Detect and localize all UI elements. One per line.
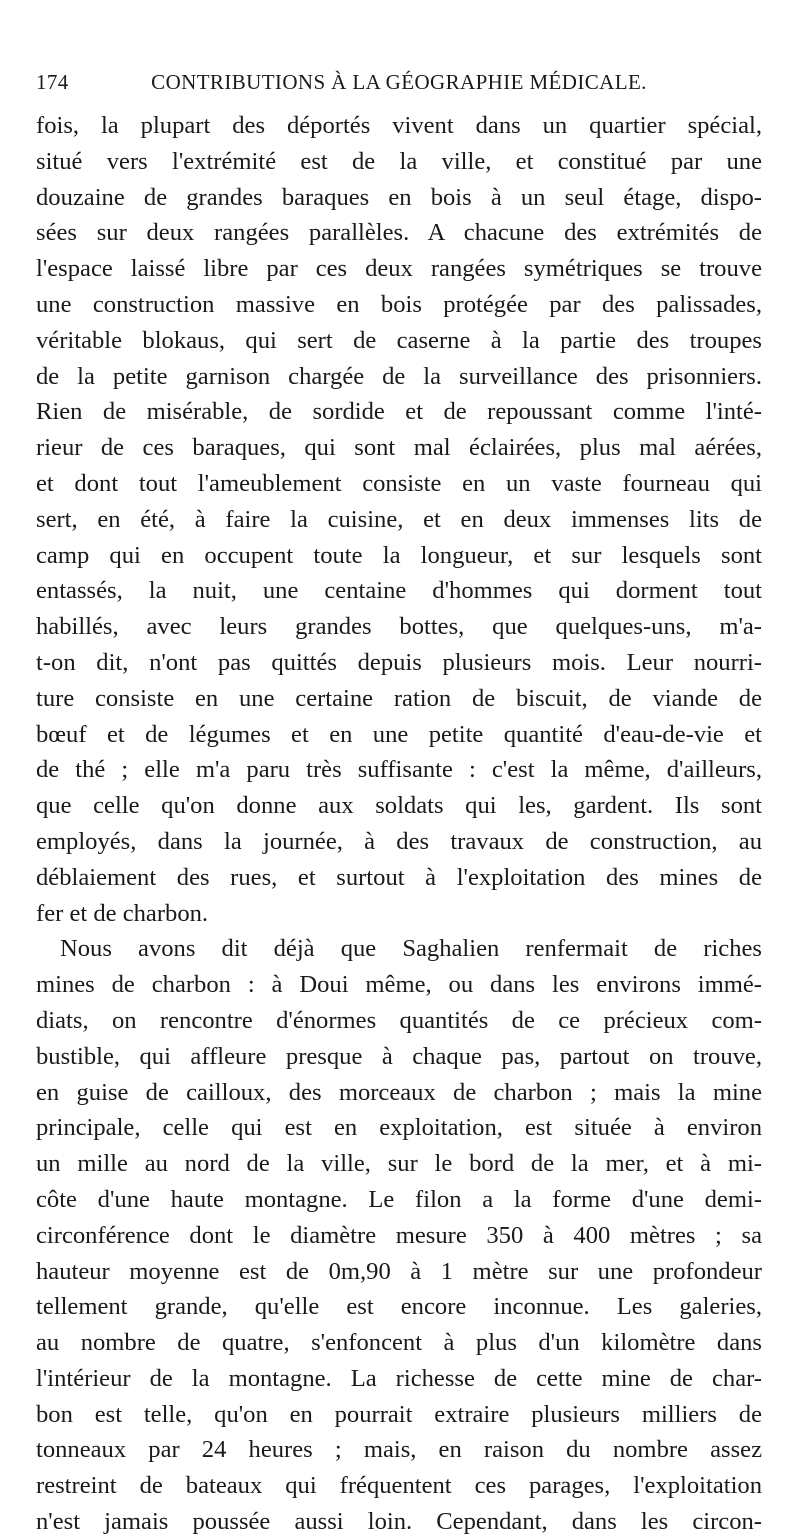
text-line: situé vers l'extrémité est de la ville, et constitué par une (36, 147, 762, 175)
text-line: Rien de misérable, de sordide et de repoussant comme l'inté- (36, 398, 762, 426)
text-line: habillés, avec leurs grandes bottes, que quelques-uns, m'a- (36, 613, 762, 641)
running-header (36, 70, 762, 104)
text-line: hauteur moyenne est de 0m,90 à 1 mètre sur une profondeur (36, 1257, 762, 1285)
text-line: et dont tout l'ameublement consiste en un vaste fourneau qui (36, 469, 762, 497)
page-number: 174 (36, 70, 69, 94)
text-line: côte d'une haute montagne. Le filon a la forme d'une demi- (36, 1185, 762, 1213)
running-title: CONTRIBUTIONS À LA GÉOGRAPHIE MÉDICALE. (151, 70, 647, 94)
paragraph-start-line: Nous avons dit déjà que Saghalien renfermait de riches (60, 935, 762, 963)
paragraph-end-line: fer et de charbon. (36, 899, 209, 927)
text-line: camp qui en occupent toute la longueur, et sur lesquels sont (36, 541, 762, 569)
text-line: diats, on rencontre d'énormes quantités de ce précieux com- (36, 1006, 762, 1034)
text-line: tonneaux par 24 heures ; mais, en raison du nombre assez (36, 1436, 762, 1464)
text-line: principale, celle qui est en exploitation, est située à environ (36, 1114, 762, 1142)
text-line: en guise de cailloux, des morceaux de charbon ; mais la mine (36, 1078, 762, 1106)
text-line: entassés, la nuit, une centaine d'hommes qui dorment tout (36, 577, 762, 605)
text-line: bon est telle, qu'on en pourrait extraire plusieurs milliers de (36, 1400, 762, 1428)
text-line: sert, en été, à faire la cuisine, et en deux immenses lits de (36, 505, 762, 533)
text-line: rieur de ces baraques, qui sont mal éclairées, plus mal aérées, (36, 434, 762, 462)
text-line: fois, la plupart des déportés vivent dans un quartier spécial, (36, 112, 762, 139)
text-line: bœuf et de légumes et en une petite quantité d'eau-de-vie et (36, 720, 762, 748)
text-line: de la petite garnison chargée de la surveillance des prisonniers. (36, 362, 762, 390)
text-line: t-on dit, n'ont pas quittés depuis plusieurs mois. Leur nourri- (36, 648, 762, 676)
text-line: que celle qu'on donne aux soldats qui les, gardent. Ils sont (36, 792, 762, 820)
text-line: sées sur deux rangées parallèles. A chacune des extrémités de (36, 219, 762, 247)
text-line: n'est jamais poussée aussi loin. Cependant, dans les circon- (36, 1508, 762, 1536)
text-line: tellement grande, qu'elle est encore inconnue. Les galeries, (36, 1293, 762, 1321)
text-line: employés, dans la journée, à des travaux de construction, au (36, 827, 762, 855)
text-line: l'espace laissé libre par ces deux rangées symétriques se trouve (36, 255, 762, 283)
text-line: mines de charbon : à Doui même, ou dans les environs immé- (36, 971, 762, 999)
text-line: déblaiement des rues, et surtout à l'exploitation des mines de (36, 863, 762, 891)
text-line: ture consiste en une certaine ration de biscuit, de viande de (36, 684, 762, 712)
text-line: un mille au nord de la ville, sur le bord de la mer, et à mi- (36, 1150, 762, 1178)
text-line: restreint de bateaux qui fréquentent ces parages, l'exploitation (36, 1472, 762, 1500)
text-line: douzaine de grandes baraques en bois à un seul étage, dispo- (36, 183, 762, 211)
text-line: bustible, qui affleure presque à chaque pas, partout on trouve, (36, 1042, 762, 1070)
text-line: l'intérieur de la montagne. La richesse de cette mine de char- (36, 1364, 762, 1392)
text-line: de thé ; elle m'a paru très suffisante : c'est la même, d'ailleurs, (36, 756, 762, 784)
text-line: une construction massive en bois protégée par des palissades, (36, 290, 762, 318)
text-line: véritable blokaus, qui sert de caserne à la partie des troupes (36, 326, 762, 354)
body-text (36, 108, 762, 1540)
text-line: circonférence dont le diamètre mesure 350 à 400 mètres ; sa (36, 1221, 762, 1249)
text-line: au nombre de quatre, s'enfoncent à plus d'un kilomètre dans (36, 1329, 762, 1357)
